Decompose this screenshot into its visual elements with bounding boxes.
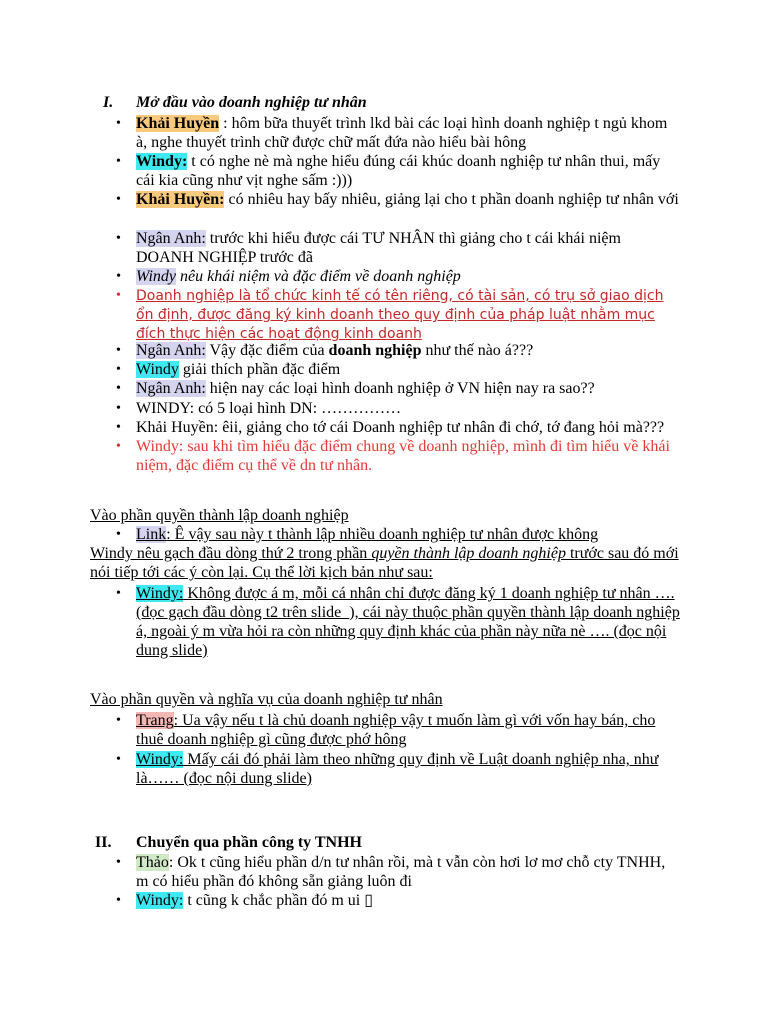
line-text: nêu khái niệm và đặc điểm về doanh nghiệp (176, 268, 461, 285)
speaker-name: Ngân Anh: (136, 342, 206, 359)
speaker-name: Windy: (136, 585, 184, 602)
list-item (136, 190, 681, 209)
speaker-name: Windy: (136, 153, 188, 170)
speaker-name: Khải Huyền (136, 115, 220, 132)
list-item-definition (136, 286, 681, 343)
speaker-name: Windy: (136, 892, 184, 909)
list-item (136, 152, 681, 190)
subsection-heading: Vào phần quyền và nghĩa vụ của doanh nghiệp tư nhân (90, 691, 443, 708)
list-item (136, 853, 681, 891)
line-text: : Ê vậy sau này t thành lập nhiều doanh nghiệp tư nhân được không (166, 526, 599, 543)
definition-text: Doanh nghiệp là tổ chức kinh tế có tên riêng, có tài sản, có trụ sở giao dịch ổn định, được đăng ký kinh doanh theo quy định của pháp luật nhằm mục đích thực hiện các hoạt động kinh doanh (136, 288, 664, 342)
line-text: giải thích phần đặc điểm (178, 361, 341, 378)
list-item (136, 584, 681, 660)
speaker-name: Khải Huyền: (136, 191, 225, 208)
list-item (136, 341, 681, 360)
line-text: Không được á m, mỗi cá nhân chỉ được đăng ký 1 doanh nghiệp tư nhân …. (đọc gạch đầu dòng t2 trên slide_), cái này thuộc phần quyền thành lập doanh nghiệp á, ngoài ý m vừa hỏi ra còn những quy định khác của phần này nữa nè …. (đọc nội dung slide) (136, 585, 680, 659)
section-title: Mở đầu vào doanh nghiệp tư nhân (136, 94, 367, 111)
line-text: : Ua vậy nếu t là chủ doanh nghiệp vậy t muốn làm gì với vốn hay bán, cho thuê doanh nghiệp gì cũng được phớ hông (136, 712, 656, 748)
speaker-name: Windy (136, 361, 179, 378)
list-item (136, 229, 681, 267)
list-item (136, 711, 681, 749)
list-item (136, 750, 681, 788)
line-text: : Ok t cũng hiểu phần d/n tư nhân rồi, mà t vẫn còn hơi lơ mơ chỗ cty TNHH, m có hiểu phần đó không sẵn giảng luôn đi (136, 854, 666, 890)
list-item (136, 399, 681, 418)
speaker-name: Link (136, 526, 167, 543)
bold-term: doanh nghiệp (328, 342, 422, 359)
list-item (136, 360, 681, 379)
speaker-name: Ngân Anh: (136, 230, 206, 247)
list-item (136, 891, 681, 910)
speaker-name: Ngân Anh: (136, 380, 206, 397)
line-text: hiện nay các loại hình doanh nghiệp ở VN hiện nay ra sao?? (205, 380, 595, 397)
list-item (136, 114, 681, 152)
list-item (136, 525, 681, 544)
direction-text: Windy nêu gạch đầu dòng thứ 2 trong phần (90, 545, 372, 562)
line-text: trước khi hiểu được cái TƯ NHÂN thì giảng cho t cái khái niệm DOANH NGHIỆP trước đã (136, 230, 621, 266)
line-text: t có nghe nè mà nghe hiểu đúng cái khúc doanh nghiệp tư nhân thui, mấy cái kia cũng như vịt nghe sấm :))) (136, 153, 661, 189)
subsection-heading: Vào phần quyền thành lập doanh nghiệp (90, 507, 349, 524)
speaker-name: Thảo (136, 854, 169, 871)
section-2-heading (95, 834, 362, 852)
direction-italic: quyền thành lập doanh nghiệp (371, 545, 566, 562)
section-title: Chuyển qua phần công ty TNHH (136, 834, 362, 851)
line-text: như thế nào á??? (421, 342, 534, 359)
section-number: II. (95, 834, 112, 851)
line-text: : hôm bữa thuyết trình lkd bài các loại hình doanh nghiệp t ngủ khom à, nghe thuyết trình chữ được chữ mất đứa nào hiểu bài hông (136, 115, 668, 151)
direction-text: trước sau đó mới nói tiếp tới các ý còn lại. Cụ thể lời kịch bản như sau: (90, 545, 679, 581)
line-text: Mấy cái đó phải làm theo những quy định về Luật doanh nghiệp nha, như là…… (đọc nội dung slide) (136, 751, 659, 787)
line-text: WINDY: có 5 loại hình DN: …………… (136, 400, 402, 417)
speaker-name: Trang (136, 712, 174, 729)
list-item (136, 379, 681, 398)
list-item (136, 418, 681, 437)
line-text: có nhiêu hay bấy nhiêu, giảng lại cho t phần doanh nghiệp tư nhân với (224, 191, 679, 208)
list-item (136, 437, 681, 475)
line-text: Windy: sau khi tìm hiểu đặc điểm chung về doanh nghiệp, mình đi tìm hiểu về khái niệm, đặc điểm cụ thể về dn tư nhân. (136, 438, 670, 474)
stage-direction (90, 544, 690, 582)
line-text: t cũng k chắc phần đó m ui (183, 892, 365, 909)
list-item (136, 267, 681, 286)
line-text: Vậy đặc điểm của (205, 342, 329, 359)
section-1-heading (103, 94, 367, 112)
section-number: I. (103, 94, 114, 111)
line-text: Khải Huyền: êii, giảng cho tớ cái Doanh nghiệp tư nhân đi chớ, tớ đang hỏi mà??? (136, 419, 665, 436)
speaker-name: Windy (136, 268, 176, 285)
emoji-placeholder-icon: ▯ (364, 892, 374, 909)
speaker-name: Windy: (136, 751, 184, 768)
